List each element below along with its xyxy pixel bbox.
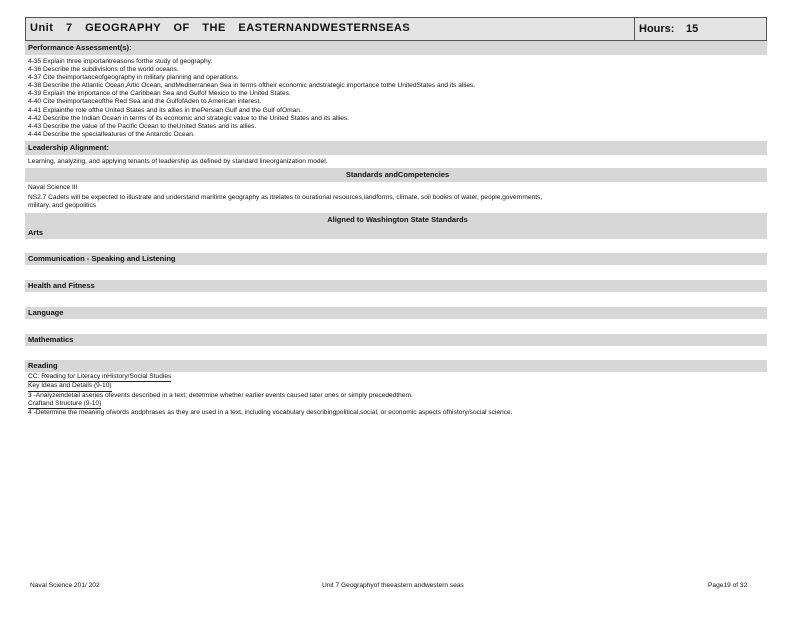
performance-item: 4-37 Cite theimportanceofgeography in military planning and operations. xyxy=(28,74,239,82)
washington-header: Aligned to Washington State Standards xyxy=(25,213,767,227)
standards-subject: Naval Science III xyxy=(28,184,78,192)
footer-left: Naval Science 201/ 202 xyxy=(30,582,100,589)
reading-craft xyxy=(25,400,767,409)
performance-item: 4-40 Cite theimportanceofthe Red Sea and the GulfofAden to American interest. xyxy=(28,98,262,106)
reading-item-4: 4 -Determine the meaning ofwords andphrases as they are used in a text, including vocabulary describingpolitical,social, or economic aspects ofhistory/social science. xyxy=(28,408,513,416)
standards-header: Standards andCompetencies xyxy=(25,168,767,182)
section-mathematics: Mathematics xyxy=(25,334,767,346)
section-language: Language xyxy=(25,307,767,319)
footer-page: Page19 of 32 xyxy=(708,582,748,589)
performance-list xyxy=(25,58,767,139)
performance-item: 4-44 Describe the specialfeatures of the Antarctic Ocean. xyxy=(28,130,195,138)
standards-line-1: NS2.7 Cadets will be expected to illustrate and understand maritime geography as itrelates to ourational resources,landforms, climate, soil bodies of water, people,governments, xyxy=(28,194,543,202)
lesson-page xyxy=(25,17,767,417)
performance-item: 4-35 Explain three importantreasons forthe study of geography. xyxy=(28,58,213,65)
reading-item-3: 3 -Analyzeindetail aseries ofevents described in a text; determine whether earlier events caused later ones or simply precededthem. xyxy=(28,391,413,399)
hours-value: 15 xyxy=(686,23,699,35)
performance-item: 4-41 Explainthe role ofthe United States and its allies in thePersian Gulf and the Gulf ofOman. xyxy=(28,106,302,114)
leadership-header: Leadership Alignment: xyxy=(25,141,767,155)
reading-craft-text: Craftand Structure (9-10) xyxy=(28,400,101,409)
hours-label: Hours: xyxy=(634,18,674,40)
performance-item: 4-43 Describe the value of the Pacific Ocean to theUnited States and its allies. xyxy=(28,122,257,130)
unit-title: Unit 7 GEOGRAPHY OF THE EASTERNANDWESTERNSEAS xyxy=(30,22,411,34)
performance-item: 4-39 Explain the importance of the Caribbean Sea and Gulfof Mexico to the United States. xyxy=(28,90,291,98)
performance-item: 4-38 Describe the Atlantic Ocean,Artic Ocean, andMediterranean Sea in terms oftheir economic andstrategic importance tothe UnitedStates and its allies. xyxy=(28,82,476,90)
leadership-text: Learning, analyzing, and applying tenants of leadership as defined by standard lineorganization model. xyxy=(28,157,328,165)
reading-cc-text: CC: Reading for Literacy inHistory/Social Studies xyxy=(28,373,171,382)
unit-header xyxy=(25,17,767,41)
performance-item: 4-42 Describe the Indian Ocean in terms of its economic and strategic value to the United States and its allies. xyxy=(28,114,350,122)
section-reading: Reading xyxy=(25,360,767,372)
standards-line-2: military, and geopolitics xyxy=(28,202,97,210)
reading-cc xyxy=(25,373,767,382)
footer-center: Unit 7 Geographyof theeastern andwestern seas xyxy=(322,582,464,589)
reading-key-text: Key Ideas and Details (9-10) xyxy=(28,382,112,391)
performance-item: 4-36 Describe the subdivisions of the world oceans. xyxy=(28,66,179,74)
section-arts: Arts xyxy=(25,227,767,239)
performance-header: Performance Assessment(s): xyxy=(25,41,767,55)
reading-key xyxy=(25,382,767,391)
section-health: Health and Fitness xyxy=(25,280,767,292)
section-communication: Communication - Speaking and Listening xyxy=(25,253,767,265)
